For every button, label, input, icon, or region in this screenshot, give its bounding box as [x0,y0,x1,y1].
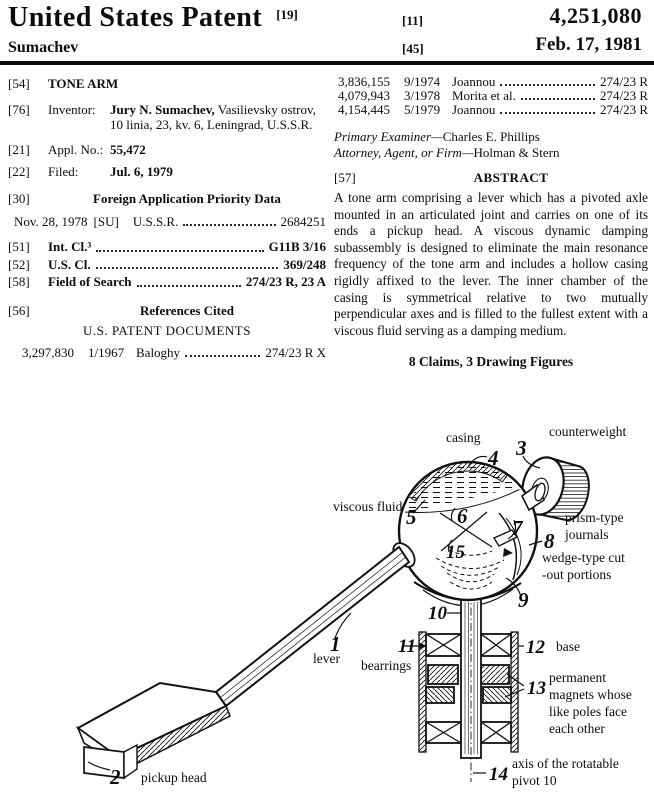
priority-number: 2684251 [280,213,326,229]
ref-numeral-13: 13 [527,678,546,699]
patent-date-code: [45] [402,41,424,56]
examiner-label: Primary Examiner— [334,129,443,145]
inventor-value [110,102,326,133]
attorney-line [334,145,648,161]
field-code-76: [76] [8,101,30,117]
ref-class: 274/23 R [599,74,648,89]
patent-drawing [0,410,654,793]
us-patent-documents-heading: U.S. PATENT DOCUMENTS [83,322,251,338]
priority-country: U.S.S.R. [132,213,179,229]
appl-no-label: Appl. No.: [48,141,104,157]
ref-name: Joannou [452,102,496,118]
ref-date: 3/1978 [404,88,441,104]
dot-leader [500,84,595,86]
figure-label-casing: casing [446,430,481,445]
claims-line: 8 Claims, 3 Drawing Figures [408,353,574,369]
filed-label: Filed: [48,164,79,180]
field-code-54: [54] [8,76,30,91]
reference-row [334,75,648,89]
ref-name: Baloghy [136,345,181,361]
figure-label-base: base [556,639,580,654]
examiner-line [334,129,648,145]
ref-number: 4,154,445 [338,102,390,118]
field-code-56: [56] [8,302,30,318]
lever-drawing [216,539,419,706]
figure-label-prism-type-journals-2: journals [565,527,609,542]
int-cl-row [8,239,326,255]
ref-numeral-3: 3 [516,436,527,460]
inventor-surname: Sumachev [8,39,79,56]
dot-leader [96,250,263,252]
figure-label-magnets-2: magnets whose [549,687,632,702]
ref-numeral-4: 4 [488,446,499,470]
references-heading: References Cited [140,302,234,318]
ref-numeral-15: 15 [446,542,465,563]
int-cl-value: G11B 3/16 [268,239,326,255]
field-code-57: [57] [334,170,356,186]
abstract-text: A tone arm comprising a lever which has a pivoted axle mounted in an articulated joint and carries on one of its ends a pickup head. A viscous dynamic damping subassembly is designed to eliminate the main resonance frequency of the tone arm and includes a hollow casing rigidly affixed to the lever. The inner chamber of the casing is symmetrical relative to two mutually perpendicular axes and is filled to the fullest extent with a viscous fluid serving as a damping medium. [334,189,648,338]
ref-numeral-2: 2 [110,765,121,789]
field-of-search-value: 274/23 R, 23 A [245,274,326,290]
dot-leader [137,285,241,287]
reference-row [8,346,326,360]
ref-name: Morita et al. [452,88,516,104]
base-wall-left [419,632,426,752]
field-code-22: [22] [8,164,30,180]
field-code-52: [52] [8,256,30,272]
ref-numeral-12: 12 [526,637,545,658]
int-cl-label: Int. Cl.³ [48,239,92,255]
ref-numeral-8: 8 [544,529,555,553]
ref-number: 3,297,830 [22,345,74,361]
figure-label-magnets-4: each other [549,721,605,736]
figure-label-axis: axis of the rotatable [512,756,619,771]
figure-label-bearings: bearrings [361,658,412,673]
filed-row [8,164,326,180]
figure-label-wedge-cutouts-2: -out portions [542,567,612,582]
figure-label-prism-type-journals: prism-type [565,510,624,525]
field-code-58: [58] [8,274,30,290]
figure-label-lever: lever [313,651,340,666]
abstract-heading: ABSTRACT [473,170,549,186]
ref-name: Joannou [452,74,496,89]
abstract-heading-row [334,170,648,186]
ref-numeral-7: 7 [512,516,523,540]
field-code-51: [51] [8,239,30,255]
kind-code: [19] [276,7,298,22]
references-heading-row [8,303,326,319]
field-of-search-row [8,274,326,290]
ref-numeral-5: 5 [406,505,417,529]
patent-number-code: [11] [402,13,423,28]
ref-date: 1/1967 [88,345,125,361]
inventor-address: Vasilievsky ostrov, 10 linia, 23, kv. 6, Leningrad, U.S.S.R. [110,101,316,133]
left-column [8,76,326,360]
examiner-name: Charles E. Phillips [442,129,540,145]
ref-numeral-9: 9 [518,588,529,612]
dot-leader [96,267,279,269]
right-column [334,75,648,370]
ref-numeral-6: 6 [457,504,468,528]
ref-class: 274/23 R [599,102,648,118]
invention-title: TONE ARM [48,76,119,91]
pivot-shaft [461,592,481,782]
ref-date: 9/1974 [404,74,441,89]
ref-number: 4,079,943 [338,88,390,104]
priority-data-row [8,214,326,230]
us-cl-row [8,257,326,273]
ref-class: 274/23 R [599,88,648,104]
ref-numeral-11: 11 [398,636,416,657]
dot-leader [500,112,595,114]
figure-label-viscous-fluid: viscous fluid [333,499,403,514]
attorney-name: Holman & Stern [473,144,560,160]
reference-row [334,89,648,103]
ref-class: 274/23 R X [265,345,326,361]
appl-no-row [8,142,326,158]
dot-leader [521,98,595,100]
priority-date: Nov. 28, 1978 [14,213,88,229]
figure-label-axis-2: pivot 10 [512,773,557,788]
patent-title [8,2,298,34]
inventor-label: Inventor: [48,101,96,117]
patent-title-text: United States Patent [8,2,263,33]
reference-row [334,103,648,117]
patent-number: 4,251,080 [549,3,642,28]
figure-label-magnets-3: like poles face [549,704,627,719]
priority-heading-row [8,191,326,207]
us-cl-label: U.S. Cl. [48,256,91,272]
field-of-search-label: Field of Search [48,274,132,290]
filed-value: Jul. 6, 1979 [110,164,173,180]
attorney-label: Attorney, Agent, or Firm— [334,144,474,160]
figure-label-counterweight: counterweight [549,424,627,439]
inventor-row [8,102,326,133]
priority-heading: Foreign Application Priority Data [93,190,281,206]
appl-no-value: 55,472 [110,141,146,157]
figure-label-pickup-head: pickup head [141,770,207,785]
ref-date: 5/1979 [404,102,441,118]
ref-numeral-1: 1 [330,632,341,656]
ref-number: 3,836,155 [338,74,390,89]
dot-leader [183,224,275,226]
ref-numeral-10: 10 [428,603,447,624]
figure-label-magnets: permanent [549,670,606,685]
field-code-30: [30] [8,190,30,206]
pickup-head-drawing [78,683,230,778]
inventor-name: Jury N. Sumachev, [110,101,215,117]
ref-numeral-14: 14 [489,764,508,785]
figure-label-wedge-cutouts: wedge-type cut [542,550,625,565]
patent-date: Feb. 17, 1981 [535,34,642,55]
priority-country-code: [SU] [93,213,119,229]
us-cl-value: 369/248 [283,256,326,272]
field-code-21: [21] [8,141,30,157]
dot-leader [185,355,260,357]
invention-title-row [8,76,326,92]
header-rule [0,61,654,65]
